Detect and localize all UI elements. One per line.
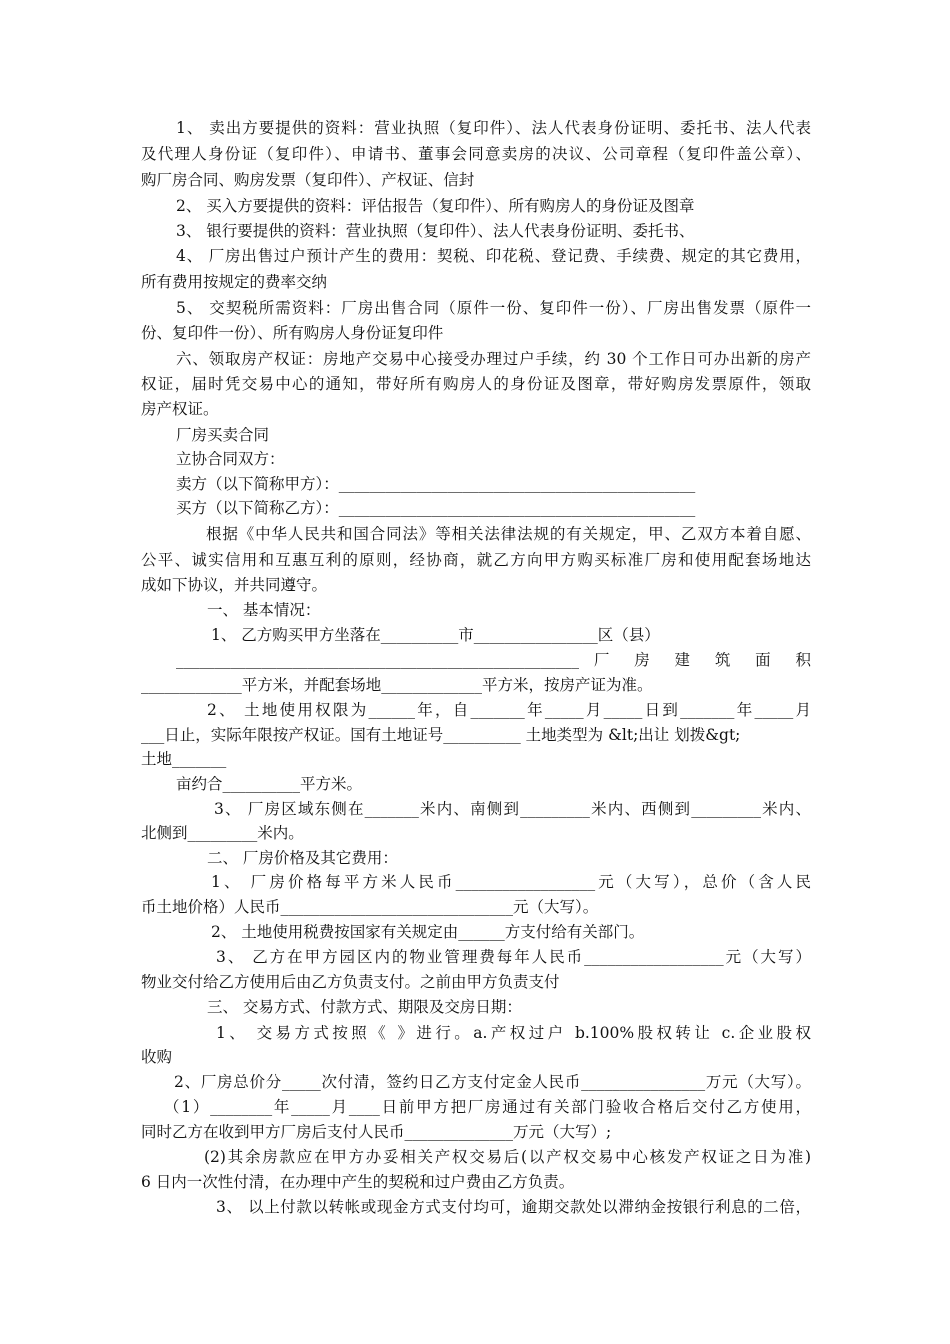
text-line: 收购 bbox=[141, 1048, 173, 1066]
text-line: 及代理人身份证（复印件）、申请书、董事会同意卖房的决议、公司章程（复印件盖公章）、 bbox=[141, 145, 811, 163]
text-line: 北侧到_________米内。 bbox=[141, 824, 304, 842]
text-line: 公平、诚实信用和互惠互利的原则，经协商，就乙方向甲方购买标准厂房和使用配套场地达 bbox=[141, 551, 811, 569]
text-line: 1、 乙方购买甲方坐落在__________市________________区（县） bbox=[211, 626, 660, 644]
text-line: 2、厂房总价分_____次付清，签约日乙方支付定金人民币________________万元（大写）。 bbox=[174, 1073, 811, 1091]
text-line: 3、 以上付款以转帐或现金方式支付均可，逾期交款处以滞纳金按银行利息的二倍， bbox=[216, 1198, 811, 1216]
text-line: ____________________________________________________ 厂 房 建 筑 面 积 bbox=[176, 651, 811, 669]
text-line: _____________平方米，并配套场地_____________平方米，按房产证为准。 bbox=[141, 676, 653, 694]
text-line: 3、 乙方在甲方园区内的物业管理费每年人民币__________________元（大写） bbox=[216, 948, 811, 966]
text-line: （1）________年_____月____日前甲方把厂房通过有关部门验收合格后交付乙方使用， bbox=[164, 1098, 811, 1116]
text-line: 1、 交易方式按照《 》进行。a.产权过户 b.100%股权转让 c.企业股权 bbox=[216, 1024, 811, 1042]
text-line: 4、 厂房出售过户预计产生的费用：契税、印花税、登记费、手续费、规定的其它费用， bbox=[176, 247, 811, 265]
text-line: 所有费用按规定的费率交纳 bbox=[141, 273, 328, 291]
text-line: 2、 土地使用税费按国家有关规定由______方支付给有关部门。 bbox=[211, 923, 645, 941]
text-line: 2、 买入方要提供的资料：评估报告（复印件）、所有购房人的身份证及图章 bbox=[176, 197, 695, 215]
text-line: 一、 基本情况： bbox=[207, 601, 321, 619]
text-line: 6 日内一次性付清，在办理中产生的契税和过户费由乙方负责。 bbox=[141, 1173, 575, 1191]
text-line: 二、 厂房价格及其它费用： bbox=[207, 849, 398, 867]
text-line: 六、领取房产权证：房地产交易中心接受办理过户手续，约 30 个工作日可办出新的房产 bbox=[176, 350, 811, 368]
text-line: 买方（以下简称乙方）：______________________________________________ bbox=[176, 499, 696, 517]
text-line: 5、 交契税所需资料：厂房出售合同（原件一份、复印件一份）、厂房出售发票（原件一 bbox=[176, 299, 811, 317]
text-line: 购厂房合同、购房发票（复印件）、产权证、信封 bbox=[141, 171, 475, 189]
text-line: 根据《中华人民共和国合同法》等相关法律法规的有关规定，甲、乙双方本着自愿、 bbox=[206, 525, 811, 543]
text-line: 成如下协议，并共同遵守。 bbox=[141, 576, 328, 594]
text-line: 3、 厂房区域东侧在_______米内、南侧到_________米内、西侧到_________米内、 bbox=[214, 800, 811, 818]
text-line: 厂房买卖合同 bbox=[176, 426, 270, 444]
text-line: ___日止，实际年限按产权证。国有土地证号__________ 土地类型为 &lt;出让 划拨&gt; bbox=[141, 726, 741, 744]
text-line: (2)其余房款应在甲方办妥相关产权交易后(以产权交易中心核发产权证之日为准) bbox=[204, 1148, 811, 1166]
text-line: 权证，届时凭交易中心的通知，带好所有购房人的身份证及图章，带好购房发票原件，领取 bbox=[141, 375, 811, 393]
text-line: 亩约合__________平方米。 bbox=[176, 775, 363, 793]
text-line: 房产权证。 bbox=[141, 400, 219, 418]
text-line: 2、 土地使用权限为______年，自_______年_____月_____日到_______年_____月 bbox=[207, 701, 811, 719]
text-line: 立协合同双方： bbox=[176, 450, 285, 468]
text-line: 同时乙方在收到甲方厂房后支付人民币______________万元（大写）; bbox=[141, 1123, 612, 1141]
text-line: 份、复印件一份）、所有购房人身份证复印件 bbox=[141, 324, 444, 342]
text-line: 币土地价格）人民币______________________________元（大写）。 bbox=[141, 898, 599, 916]
text-line: 1、 厂房价格每平方米人民币__________________元（大写），总价（含人民 bbox=[211, 873, 811, 891]
text-line: 三、 交易方式、付款方式、期限及交房日期： bbox=[207, 998, 522, 1016]
text-line: 3、 银行要提供的资料：营业执照（复印件）、法人代表身份证明、委托书、 bbox=[176, 222, 695, 240]
text-line: 土地_______ bbox=[141, 750, 227, 768]
text-line: 卖方（以下简称甲方）：______________________________________________ bbox=[176, 475, 696, 493]
text-line: 1、 卖出方要提供的资料：营业执照（复印件）、法人代表身份证明、委托书、法人代表 bbox=[176, 119, 811, 137]
text-line: 物业交付给乙方使用后由乙方负责支付。之前由甲方负责支付 bbox=[141, 973, 560, 991]
